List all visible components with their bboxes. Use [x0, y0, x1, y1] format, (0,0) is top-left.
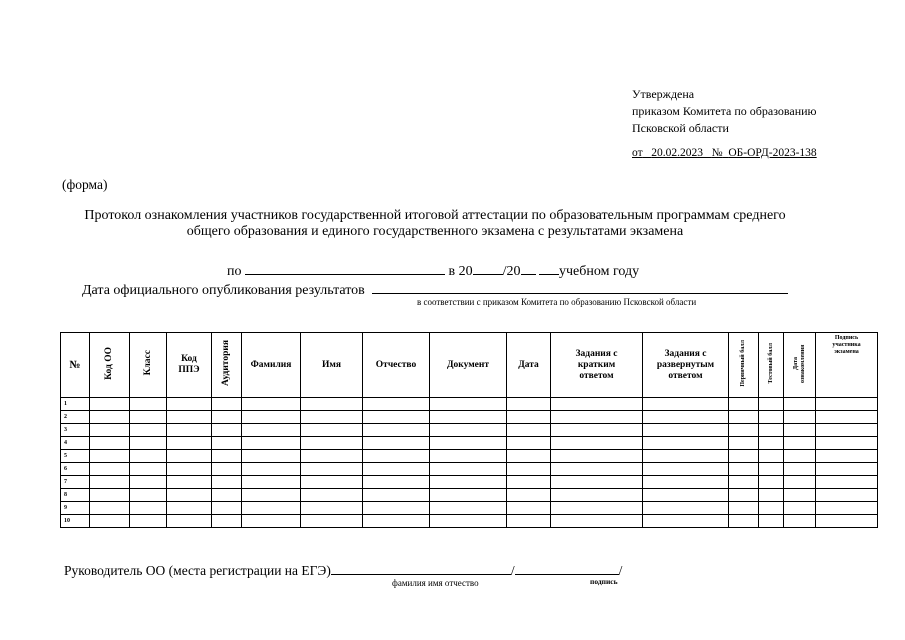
table-row: [61, 463, 878, 476]
col-header-room: [212, 333, 242, 398]
table-cell[interactable]: [212, 502, 242, 515]
table-cell[interactable]: [784, 502, 816, 515]
table-cell[interactable]: [130, 450, 167, 463]
table-cell[interactable]: [729, 424, 759, 437]
period-extra-blank[interactable]: [539, 262, 559, 275]
table-cell[interactable]: [301, 515, 363, 528]
table-cell[interactable]: [759, 424, 784, 437]
row-number: 8: [61, 489, 90, 502]
table-cell[interactable]: [643, 437, 729, 450]
table-cell[interactable]: [130, 398, 167, 411]
table-cell[interactable]: [90, 424, 130, 437]
signature-fio-note: фамилия имя отчество: [392, 578, 479, 588]
col-header-patronymic: Отчество: [363, 333, 430, 398]
table-cell[interactable]: [430, 424, 507, 437]
table-cell[interactable]: [430, 463, 507, 476]
table-cell[interactable]: [507, 398, 551, 411]
table-cell[interactable]: [816, 424, 878, 437]
table-cell[interactable]: [729, 463, 759, 476]
order-date: 20.02.2023: [651, 147, 703, 159]
table-cell[interactable]: [507, 502, 551, 515]
period-line: [227, 262, 639, 280]
results-table: [60, 332, 878, 528]
table-cell[interactable]: [551, 437, 643, 450]
table-cell[interactable]: [784, 398, 816, 411]
approval-line-1: Утверждена: [632, 87, 695, 101]
table-cell[interactable]: [167, 489, 212, 502]
table-body: [61, 398, 878, 528]
table-cell[interactable]: [784, 476, 816, 489]
table-cell[interactable]: [643, 398, 729, 411]
table-cell[interactable]: [363, 398, 430, 411]
table-cell[interactable]: [816, 437, 878, 450]
col-header-primary-score: [729, 333, 759, 398]
table-cell[interactable]: [816, 463, 878, 476]
table-cell[interactable]: [301, 437, 363, 450]
table-header-row: [61, 333, 878, 398]
table-cell[interactable]: [507, 424, 551, 437]
table-cell[interactable]: [784, 489, 816, 502]
table-cell[interactable]: [130, 424, 167, 437]
table-row: [61, 411, 878, 424]
table-cell[interactable]: [729, 398, 759, 411]
table-cell[interactable]: [784, 515, 816, 528]
table-cell[interactable]: [643, 476, 729, 489]
col-header-class: [130, 333, 167, 398]
table-cell[interactable]: [507, 463, 551, 476]
table-cell[interactable]: [242, 476, 301, 489]
col-header-oo-code: [90, 333, 130, 398]
table-cell[interactable]: [643, 411, 729, 424]
period-exam-blank[interactable]: [245, 262, 445, 275]
table-row: [61, 515, 878, 528]
table-row: [61, 437, 878, 450]
table-cell[interactable]: [301, 476, 363, 489]
table-cell[interactable]: [167, 476, 212, 489]
col-header-class-text: Класс: [142, 350, 153, 376]
approval-line-3: Псковской области: [632, 121, 729, 135]
table-cell[interactable]: [212, 450, 242, 463]
signature-slash-1: /: [510, 563, 515, 578]
table-cell[interactable]: [551, 489, 643, 502]
table-row: [61, 502, 878, 515]
col-header-short-answer: Задания с кратким ответом: [551, 333, 643, 398]
row-number: 5: [61, 450, 90, 463]
table-row: [61, 398, 878, 411]
col-header-ack-date-text: Дата ознакомления: [792, 344, 806, 383]
table-cell[interactable]: [130, 502, 167, 515]
table-cell[interactable]: [643, 463, 729, 476]
table-cell[interactable]: [90, 502, 130, 515]
period-v20: в 20: [448, 264, 473, 279]
table-cell[interactable]: [90, 437, 130, 450]
table-cell[interactable]: [167, 515, 212, 528]
signature-slash-2: /: [618, 563, 623, 578]
table-cell[interactable]: [301, 463, 363, 476]
publication-date-blank[interactable]: [372, 281, 788, 294]
table-cell[interactable]: [759, 489, 784, 502]
table-cell[interactable]: [643, 515, 729, 528]
col-header-extended-answer: Задания с развернутым ответом: [643, 333, 729, 398]
table-cell[interactable]: [430, 411, 507, 424]
col-header-date: Дата: [507, 333, 551, 398]
table-cell[interactable]: [130, 463, 167, 476]
table-cell[interactable]: [759, 450, 784, 463]
row-number: 1: [61, 398, 90, 411]
table-cell[interactable]: [301, 489, 363, 502]
row-number: 7: [61, 476, 90, 489]
table-cell[interactable]: [551, 515, 643, 528]
col-header-number: №: [61, 333, 90, 398]
table-cell[interactable]: [729, 502, 759, 515]
table-cell[interactable]: [363, 489, 430, 502]
table-cell[interactable]: [363, 502, 430, 515]
table-cell[interactable]: [784, 437, 816, 450]
table-cell[interactable]: [301, 450, 363, 463]
table-cell[interactable]: [430, 515, 507, 528]
table-cell[interactable]: [430, 398, 507, 411]
table-cell[interactable]: [551, 411, 643, 424]
period-slash20: /20: [502, 264, 521, 279]
table-cell[interactable]: [130, 489, 167, 502]
publication-note: в соответствии с приказом Комитета по образованию Псковской области: [417, 297, 697, 307]
table-cell[interactable]: [729, 450, 759, 463]
col-header-ack-date: [784, 333, 816, 398]
form-label: (форма): [62, 177, 108, 192]
period-year-label: учебном году: [559, 264, 640, 279]
table-cell[interactable]: [729, 515, 759, 528]
table-cell[interactable]: [363, 463, 430, 476]
table-cell[interactable]: [167, 463, 212, 476]
table-cell[interactable]: [212, 398, 242, 411]
table-cell[interactable]: [816, 502, 878, 515]
table-cell[interactable]: [130, 411, 167, 424]
table-cell[interactable]: [130, 476, 167, 489]
signature-line: [64, 562, 622, 579]
table-cell[interactable]: [242, 437, 301, 450]
table-row: [61, 424, 878, 437]
table-cell[interactable]: [242, 424, 301, 437]
table-cell[interactable]: [167, 502, 212, 515]
table-cell[interactable]: [90, 450, 130, 463]
table-cell[interactable]: [130, 437, 167, 450]
table-cell[interactable]: [130, 515, 167, 528]
table-cell[interactable]: [759, 502, 784, 515]
table-cell[interactable]: [729, 489, 759, 502]
table-cell[interactable]: [363, 476, 430, 489]
signature-sign-blank[interactable]: [515, 562, 619, 575]
table-cell[interactable]: [507, 489, 551, 502]
col-header-test-score-text: Тестовый балл: [767, 343, 774, 384]
table-cell[interactable]: [729, 476, 759, 489]
col-header-test-score: [759, 333, 784, 398]
signature-fio-blank[interactable]: [331, 562, 511, 575]
table-cell[interactable]: [816, 450, 878, 463]
table-cell[interactable]: [242, 411, 301, 424]
table-cell[interactable]: [430, 489, 507, 502]
table-cell[interactable]: [784, 411, 816, 424]
table-row: [61, 450, 878, 463]
col-header-ppe-code: Код ППЭ: [167, 333, 212, 398]
table-cell[interactable]: [551, 424, 643, 437]
period-po: по: [227, 264, 242, 279]
document-title: Протокол ознакомления участников государственной итоговой аттестации по образовательным программам среднего общего образования и единого государственного экзамена с результатами экзамена: [84, 208, 786, 239]
order-reference: [632, 147, 817, 159]
signature-label: Руководитель ОО (места регистрации на ЕГЭ): [64, 563, 331, 578]
table-cell[interactable]: [301, 424, 363, 437]
table-cell[interactable]: [729, 437, 759, 450]
row-number: 9: [61, 502, 90, 515]
table-cell[interactable]: [507, 411, 551, 424]
table-cell[interactable]: [90, 476, 130, 489]
table-row: [61, 476, 878, 489]
table-cell[interactable]: [551, 463, 643, 476]
row-number: 6: [61, 463, 90, 476]
table-cell[interactable]: [212, 515, 242, 528]
col-header-oo-code-text: Код ОО: [104, 346, 114, 380]
table-cell[interactable]: [759, 437, 784, 450]
order-no-label: №: [711, 147, 723, 159]
order-prefix: от: [632, 147, 643, 159]
row-number: 3: [61, 424, 90, 437]
table-cell[interactable]: [242, 515, 301, 528]
table-cell[interactable]: [167, 424, 212, 437]
table-cell[interactable]: [242, 502, 301, 515]
table-cell[interactable]: [430, 450, 507, 463]
table-cell[interactable]: [643, 502, 729, 515]
table-cell[interactable]: [242, 450, 301, 463]
col-header-surname: Фамилия: [242, 333, 301, 398]
signature-sign-note: подпись: [590, 577, 618, 586]
table-cell[interactable]: [507, 437, 551, 450]
row-number: 4: [61, 437, 90, 450]
table-cell[interactable]: [784, 424, 816, 437]
table-cell[interactable]: [301, 411, 363, 424]
table-cell[interactable]: [167, 411, 212, 424]
table-cell[interactable]: [759, 476, 784, 489]
table-cell[interactable]: [816, 398, 878, 411]
table-cell[interactable]: [363, 411, 430, 424]
approval-line-2: приказом Комитета по образованию: [632, 104, 817, 118]
table-cell[interactable]: [212, 489, 242, 502]
table-cell[interactable]: [551, 476, 643, 489]
col-header-name: Имя: [301, 333, 363, 398]
table-cell[interactable]: [759, 515, 784, 528]
table-cell[interactable]: [90, 463, 130, 476]
table-cell[interactable]: [430, 476, 507, 489]
table-cell[interactable]: [643, 424, 729, 437]
table-cell[interactable]: [242, 463, 301, 476]
table-cell[interactable]: [363, 515, 430, 528]
table-cell[interactable]: [507, 476, 551, 489]
table-cell[interactable]: [90, 411, 130, 424]
table-cell[interactable]: [301, 502, 363, 515]
period-year2-blank[interactable]: [521, 262, 536, 275]
order-number: ОБ-ОРД-2023-138: [728, 147, 817, 159]
approval-block: [632, 86, 817, 137]
table-cell[interactable]: [301, 398, 363, 411]
table-cell[interactable]: [816, 515, 878, 528]
table-cell[interactable]: [242, 489, 301, 502]
table-cell[interactable]: [759, 398, 784, 411]
table-cell[interactable]: [729, 411, 759, 424]
row-number: 2: [61, 411, 90, 424]
table-cell[interactable]: [430, 502, 507, 515]
table-cell[interactable]: [212, 437, 242, 450]
table-cell[interactable]: [363, 424, 430, 437]
table-cell[interactable]: [507, 515, 551, 528]
table-cell[interactable]: [551, 450, 643, 463]
table-cell[interactable]: [551, 502, 643, 515]
table-cell[interactable]: [212, 424, 242, 437]
table-cell[interactable]: [759, 411, 784, 424]
table-cell[interactable]: [551, 398, 643, 411]
row-number: 10: [61, 515, 90, 528]
table-cell[interactable]: [212, 476, 242, 489]
table-cell[interactable]: [90, 398, 130, 411]
table-cell[interactable]: [363, 450, 430, 463]
table-cell[interactable]: [242, 398, 301, 411]
col-header-signature: Подпись участника экзамена: [816, 333, 878, 398]
table-cell[interactable]: [212, 411, 242, 424]
table-cell[interactable]: [90, 515, 130, 528]
table-cell[interactable]: [167, 398, 212, 411]
table-cell[interactable]: [90, 489, 130, 502]
col-header-primary-score-text: Первичный балл: [740, 340, 746, 387]
table-cell[interactable]: [784, 450, 816, 463]
publication-label: Дата официального опубликования результатов: [82, 283, 365, 298]
table-cell[interactable]: [212, 463, 242, 476]
table-cell[interactable]: [507, 450, 551, 463]
table-cell[interactable]: [816, 489, 878, 502]
col-header-document: Документ: [430, 333, 507, 398]
table-cell[interactable]: [167, 450, 212, 463]
table-cell[interactable]: [643, 450, 729, 463]
table-cell[interactable]: [816, 411, 878, 424]
table-cell[interactable]: [816, 476, 878, 489]
table-cell[interactable]: [759, 463, 784, 476]
table-cell[interactable]: [167, 437, 212, 450]
period-year1-blank[interactable]: [473, 262, 503, 275]
table-cell[interactable]: [363, 437, 430, 450]
table-row: [61, 489, 878, 502]
table-cell[interactable]: [430, 437, 507, 450]
table-cell[interactable]: [643, 489, 729, 502]
col-header-room-text: Аудитория: [221, 339, 231, 386]
table-cell[interactable]: [784, 463, 816, 476]
